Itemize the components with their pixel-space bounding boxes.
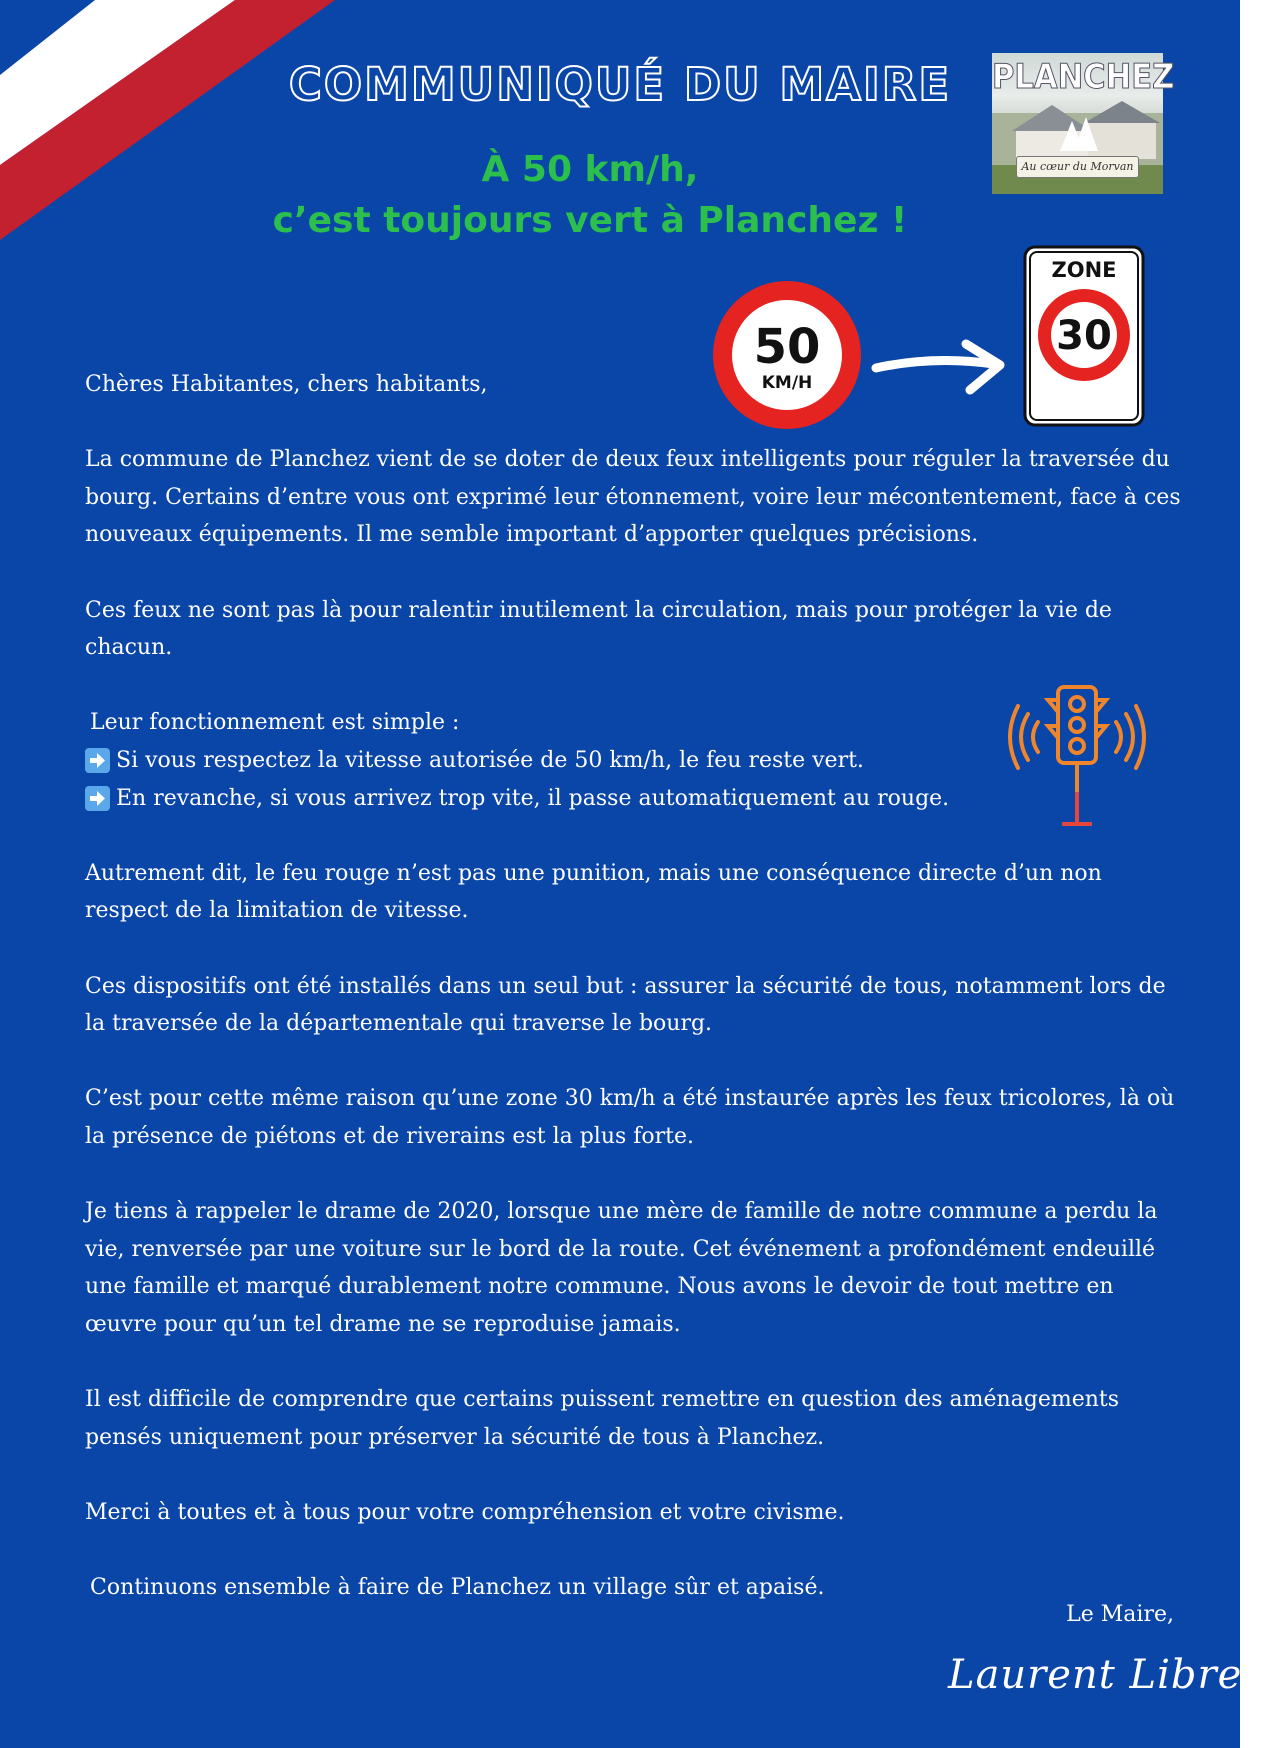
paragraph-1: La commune de Planchez vient de se doter de deux feux intelligents pour réguler la traversée du bourg. Certains d’entre vous ont exprimé leur étonnement, voire leur mécontentement, face à ces nouveaux équipements. Il me semble important d’apporter quelques précisions. xyxy=(85,447,1181,548)
sign-50-unit: KM/H xyxy=(761,373,813,393)
arrow-right-icon xyxy=(85,786,110,811)
paragraph-4: Autrement dit, le feu rouge n’est pas une punition, mais une conséquence directe d’un non respect de la limitation de vitesse. xyxy=(85,860,1102,924)
page-title: COMMUNIQUÉ DU MAIRE xyxy=(288,58,952,111)
zone-label: ZONE xyxy=(1051,258,1117,282)
logo-name: PLANCHEZ xyxy=(992,57,1175,97)
list-item xyxy=(85,780,1185,818)
logo-tagline: Au cœur du Morvan xyxy=(1016,156,1139,178)
letter-body xyxy=(85,366,1185,1644)
how-it-works xyxy=(85,704,1185,817)
planchez-logo xyxy=(992,53,1175,194)
paragraph-7: Je tiens à rappeler le drame de 2020, lorsque une mère de famille de notre commune a perdu la vie, renversée par une voiture sur le bord de la route. Cet événement a profondément endeuillé une famille et marqué durablement notre commune. Nous avons le devoir de tout mettre en œuvre pour qu’un tel drame ne se reproduise jamais. xyxy=(85,1199,1158,1337)
subtitle-line-1: À 50 km/h, xyxy=(481,149,699,190)
greeting: Chères Habitantes, chers habitants, xyxy=(85,372,488,397)
bullet-2-text: En revanche, si vous arrivez trop vite, il passe automatiquement au rouge. xyxy=(116,785,950,811)
paragraph-6: C’est pour cette même raison qu’une zone 30 km/h a été instaurée après les feux tricolores, là où la présence de piétons et de riverains est la plus forte. xyxy=(85,1086,1175,1149)
how-it-works-intro: Leur fonctionnement est simple : xyxy=(90,710,460,736)
bullet-1-text: Si vous respectez la vitesse autorisée de 50 km/h, le feu reste vert. xyxy=(116,747,864,773)
closing-title: Le Maire, xyxy=(1066,1602,1174,1627)
paragraph-9: Merci à toutes et à tous pour votre compréhension et votre civisme. xyxy=(85,1499,845,1525)
arrow-right-icon xyxy=(85,748,110,773)
sign-50-value: 50 xyxy=(753,319,821,375)
paragraph-2: Ces feux ne sont pas là pour ralentir inutilement la circulation, mais pour protéger la vie de chacun. xyxy=(85,597,1112,661)
subtitle-line-2: c’est toujours vert à Planchez ! xyxy=(272,200,908,241)
list-item xyxy=(85,742,1185,780)
paragraph-8: Il est difficile de comprendre que certains puissent remettre en question des aménagements pensés uniquement pour préserver la sécurité de tous à Planchez. xyxy=(85,1387,1120,1450)
mayor-signature: Laurent Librero xyxy=(948,1652,1287,1698)
paragraph-5: Ces dispositifs ont été installés dans un seul but : assurer la sécurité de tous, notamment lors de la traversée de la départementale qui traverse le bourg. xyxy=(85,973,1166,1037)
page-subtitle xyxy=(230,144,950,246)
paragraph-10: Continuons ensemble à faire de Planchez un village sûr et apaisé. xyxy=(90,1575,825,1600)
zone-value: 30 xyxy=(1056,313,1112,359)
